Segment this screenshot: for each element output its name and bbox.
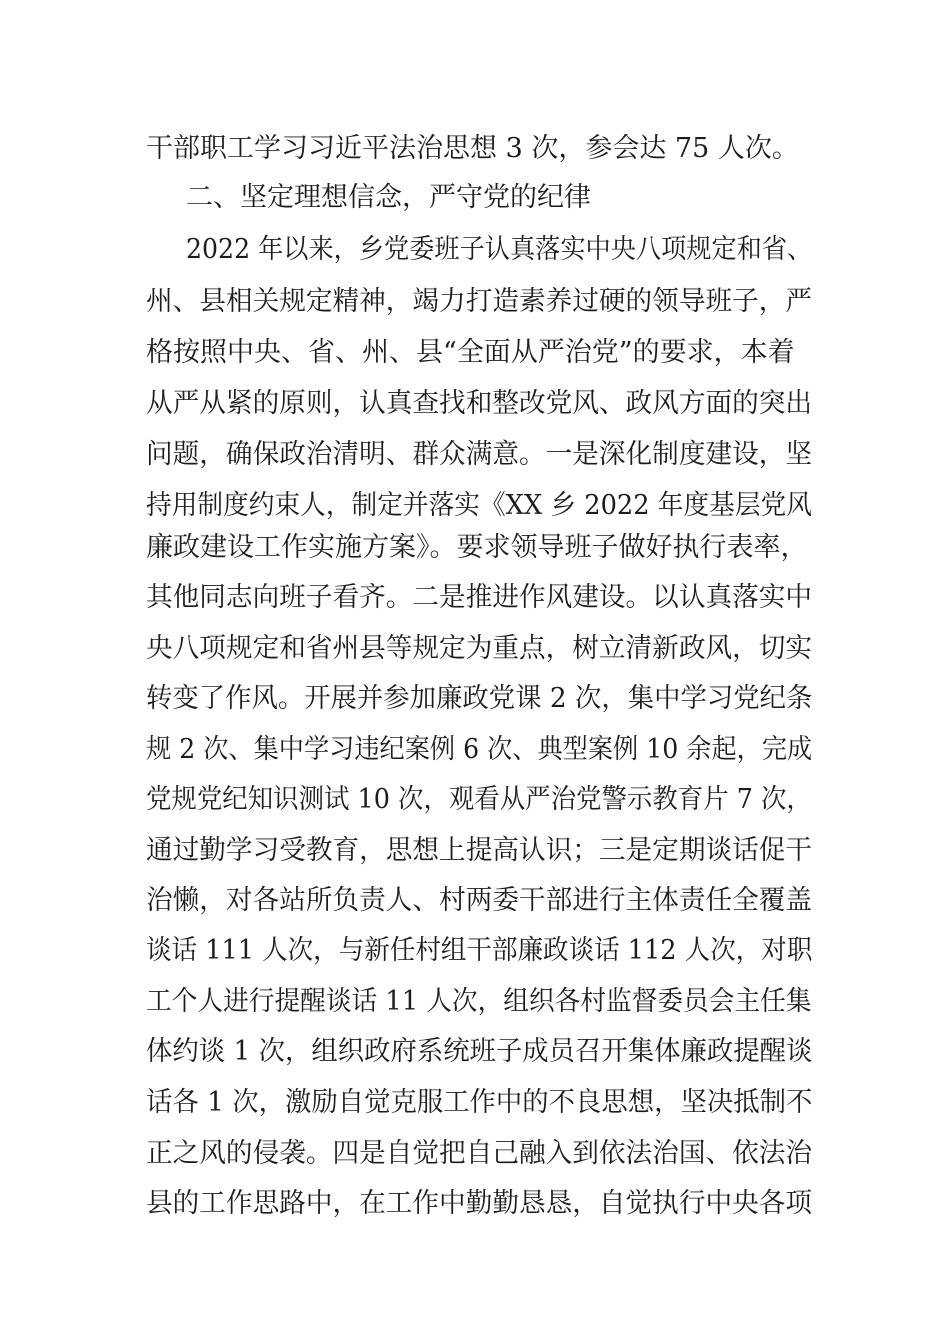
paragraph-line: 问题，确保政治清明、群众满意。一是深化制度建设，坚 [146, 439, 813, 470]
paragraph-line: 治懒，对各站所负责人、村两委干部进行主体责任全覆盖 [146, 885, 813, 916]
paragraph-line: 县的工作思路中，在工作中勤勤恳恳，自觉执行中央各项 [146, 1188, 813, 1219]
paragraph-line: 州、县相关规定精神，竭力打造素养过硬的领导班子，严 [146, 286, 813, 317]
paragraph-line: 廉政建设工作实施方案》。要求领导班子做好执行表率， [146, 532, 808, 563]
paragraph-line: 通过勤学习受教育，思想上提高认识；三是定期谈话促干 [146, 835, 813, 866]
paragraph-line: 工个人进行提醒谈话 11 人次，组织各村监督委员会主任集 [146, 986, 812, 1017]
paragraph-line: 话各 1 次，激励自觉克服工作中的不良思想，坚决抵制不 [146, 1087, 813, 1118]
paragraph-line: 从严从紧的原则，认真查找和整改党风、政风方面的突出 [146, 388, 813, 419]
paragraph-line: 格按照中央、省、州、县“全面从严治党”的要求，本着 [146, 337, 795, 368]
paragraph-line: 正之风的侵袭。四是自觉把自己融入到依法治国、依法治 [146, 1138, 813, 1169]
paragraph-line: 谈话 111 人次，与新任村组干部廉政谈话 112 人次，对职 [146, 935, 813, 966]
paragraph-line: 党规党纪知识测试 10 次，观看从严治党警示教育片 7 次， [146, 784, 812, 815]
paragraph-line: 转变了作风。开展并参加廉政党课 2 次，集中学习党纪条 [146, 683, 813, 714]
paragraph-line: 央八项规定和省州县等规定为重点，树立清新政风，切实 [146, 633, 813, 664]
paragraph-line-first: 2022 年以来，乡党委班子认真落实中央八项规定和省、 [186, 234, 813, 265]
paragraph-line: 其他同志向班子看齐。二是推进作风建设。以认真落实中 [146, 582, 813, 613]
section-heading: 二、坚定理想信念，严守党的纪律 [186, 182, 591, 213]
paragraph-line: 持用制度约束人，制定并落实《XX 乡 2022 年度基层党风 [146, 490, 812, 521]
paragraph-line: 规 2 次、集中学习违纪案例 6 次、典型案例 10 余起，完成 [146, 734, 813, 765]
paragraph-line: 体约谈 1 次，组织政府系统班子成员召开集体廉政提醒谈 [146, 1036, 813, 1067]
paragraph-line-continuation: 干部职工学习习近平法治思想 3 次，参会达 75 人次。 [146, 133, 799, 164]
